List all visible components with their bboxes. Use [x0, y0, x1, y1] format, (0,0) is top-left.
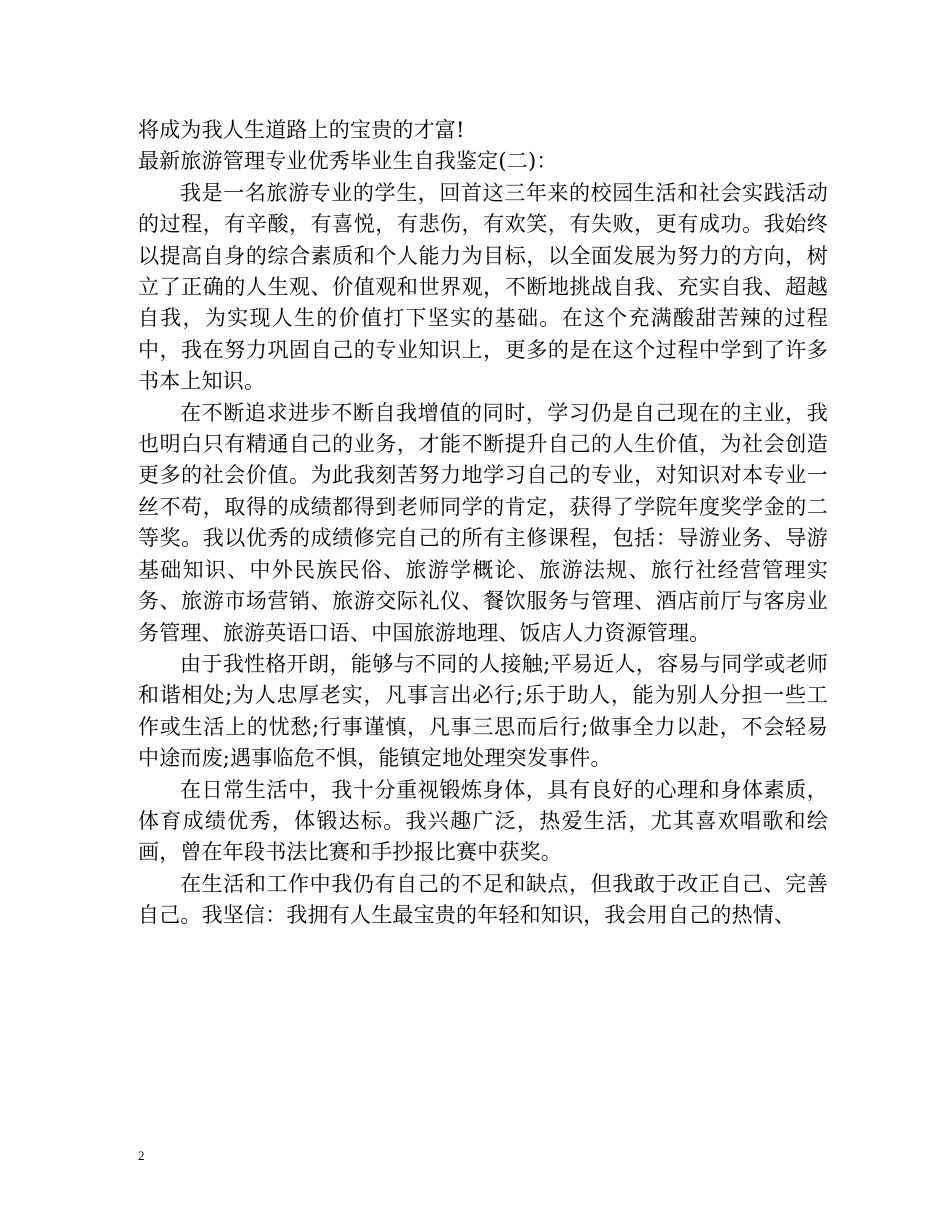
paragraph-1: 我是一名旅游专业的学生，回首这三年来的校园生活和社会实践活动的过程，有辛酸，有喜悦，有悲伤，有欢笑，有失败，更有成功。我始终以提高自身的综合素质和个人能力为目标，以全面发展为努力的方向，树立了正确的人生观、价值观和世界观，不断地挑战自我、充实自我、超越自我，为实现人生的价值打下坚实的基础。在这个充满酸甜苦辣的过程中，我在努力巩固自己的专业知识上，更多的是在这个过程中学到了许多书本上知识。 — [138, 180, 828, 394]
page-number: 2 — [138, 1148, 145, 1163]
section-heading: 最新旅游管理专业优秀毕业生自我鉴定(二)： — [138, 149, 558, 174]
document-body — [138, 115, 828, 932]
paragraph-4: 在日常生活中，我十分重视锻炼身体，具有良好的心理和身体素质，体育成绩优秀，体锻达标。我兴趣广泛，热爱生活，尤其喜欢唱歌和绘画，曾在年段书法比赛和手抄报比赛中获奖。 — [138, 777, 828, 865]
paragraph-5: 在生活和工作中我仍有自己的不足和缺点，但我敢于改正自己、完善自己。我坚信：我拥有人生最宝贵的年轻和知识，我会用自己的热情、 — [138, 871, 828, 928]
continued-line: 将成为我人生道路上的宝贵的才富! — [138, 118, 465, 142]
paragraph-3: 由于我性格开朗，能够与不同的人接触;平易近人，容易与同学或老师和谐相处;为人忠厚老实，凡事言出必行;乐于助人，能为别人分担一些工作或生活上的忧愁;行事谨慎，凡事三思而后行;做事全力以赴，不会轻易中途而废;遇事临危不惧，能镇定地处理突发事件。 — [138, 651, 828, 771]
paragraph-2: 在不断追求进步不断自我增值的同时，学习仍是自己现在的主业，我也明白只有精通自己的业务，才能不断提升自己的人生价值，为社会创造更多的社会价值。为此我刻苦努力地学习自己的专业，对知识对本专业一丝不苟，取得的成绩都得到老师同学的肯定，获得了学院年度奖学金的二等奖。我以优秀的成绩修完自己的所有主修课程，包括：导游业务、导游基础知识、中外民族民俗、旅游学概论、旅游法规、旅行社经营管理实务、旅游市场营销、旅游交际礼仪、餐饮服务与管理、酒店前厅与客房业务管理、旅游英语口语、中国旅游地理、饭店人力资源管理。 — [138, 400, 828, 645]
